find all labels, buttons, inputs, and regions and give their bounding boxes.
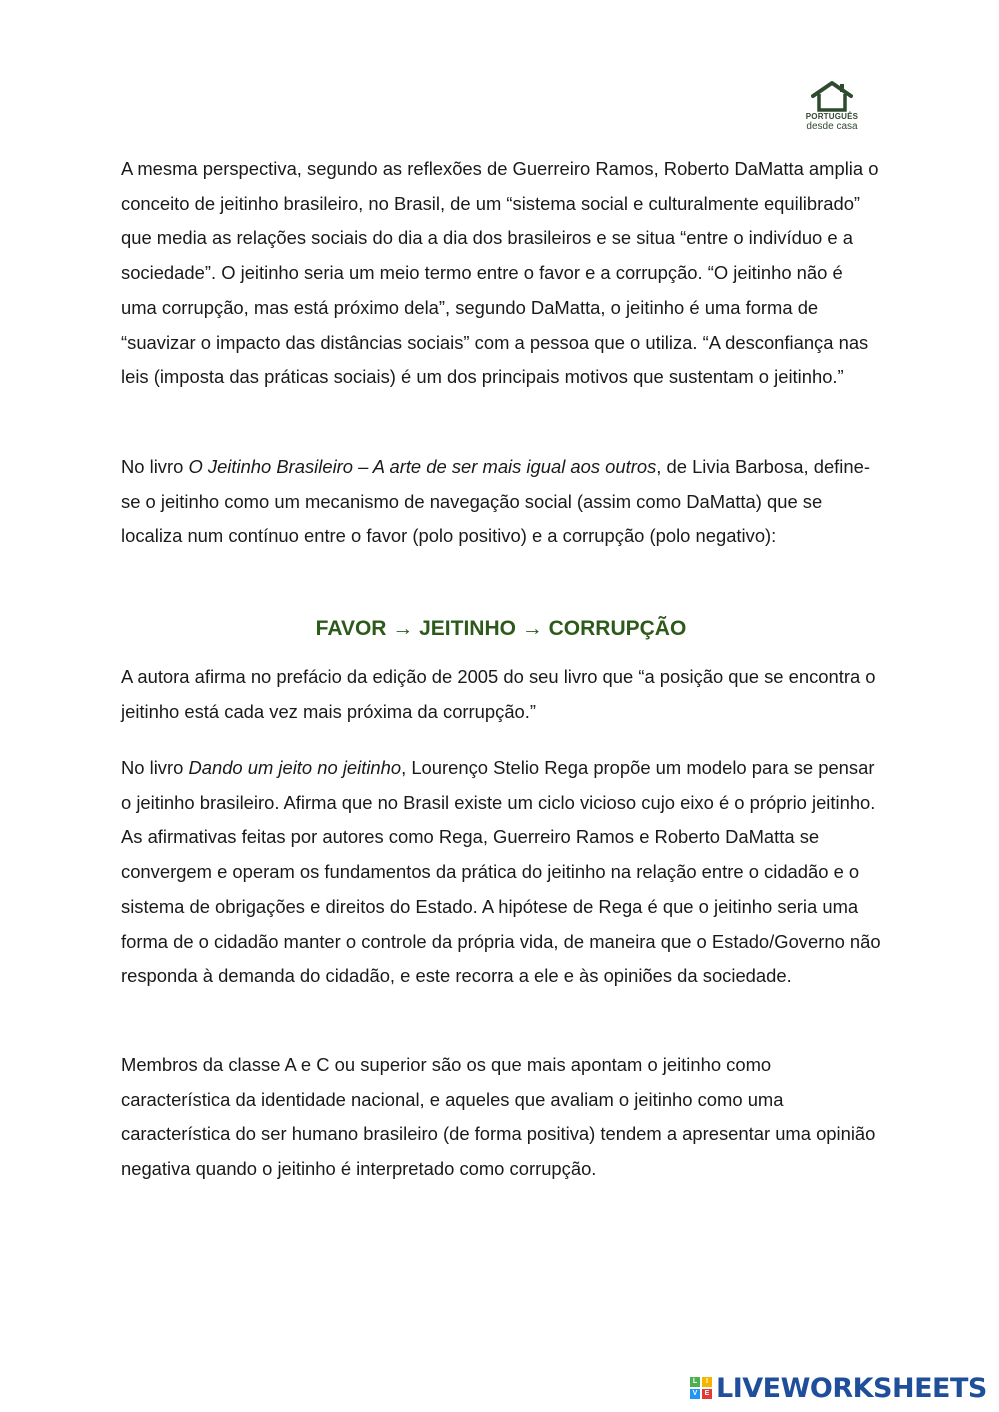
house-icon: [809, 80, 855, 112]
paragraph-3: A autora afirma no prefácio da edição de 2005 do seu livro que “a posição que se encontra o jeitinho está cada vez mais próxima da corrupção.”: [121, 666, 876, 722]
paragraph-1: A mesma perspectiva, segundo as reflexões de Guerreiro Ramos, Roberto DaMatta amplia o conceito de jeitinho brasileiro, no Brasil, de um “sistema social e culturalmente equilibrado” que media as relações sociais do dia a dia dos brasileiros e se situa “entre o indivíduo e a sociedade”. O jeitinho seria um meio termo entre o favor e a corrupção. “O jeitinho não é uma corrupção, mas está próximo dela”, segundo DaMatta, o jeitinho é uma forma de “suavizar o impacto das distâncias sociais” com a pessoa que o utiliza. “A desconfiança nas leis (imposta das práticas sociais) é um dos principais motivos que sustentam o jeitinho.”: [121, 158, 879, 388]
block-l: L: [690, 1377, 700, 1387]
paragraph-2-rest: , de Livia Barbosa, define-se o jeitinho como um mecanismo de navegação social (assim como DaMatta) que se localiza num contínuo entre o favor (polo positivo) e a corrupção (polo negativo):: [121, 456, 870, 547]
portugues-desde-casa-logo: [796, 80, 868, 132]
liveworksheets-wordmark: LIVEWORKSHEETS: [716, 1372, 987, 1404]
block-i: I: [702, 1377, 712, 1387]
logo-line-1: PORTUGUÊS: [805, 112, 859, 121]
block-e: E: [702, 1389, 712, 1399]
book-title-dando-um-jeito: Dando um jeito no jeitinho: [188, 757, 402, 778]
block-v: V: [690, 1389, 700, 1399]
paragraph-5: Membros da classe A e C ou superior são os que mais apontam o jeitinho como característica da identidade nacional, e aqueles que avaliam o jeitinho como uma característica do ser humano brasileiro (de forma positiva) tendem a apresentar uma opinião negativa quando o jeitinho é interpretado como corrupção.: [121, 1054, 876, 1180]
liveworksheets-blocks-icon: [690, 1377, 712, 1399]
favor-jeitinho-corrupcao-heading: FAVOR → JEITINHO → CORRUPÇÃO: [315, 617, 687, 640]
book-title-jeitinho-brasileiro: O Jeitinho Brasileiro – A arte de ser mais igual aos outros: [188, 456, 657, 477]
paragraph-4-lead: No livro: [121, 757, 189, 778]
paragraph-4: [121, 751, 881, 994]
logo-line-2: desde casa: [806, 121, 858, 132]
paragraph-4-rest: , Lourenço Stelio Rega propõe um modelo para se pensar o jeitinho brasileiro. Afirma que no Brasil existe um ciclo vicioso cujo eixo é o próprio jeitinho. As afirmativas feitas por autores como Rega, Guerreiro Ramos e Roberto DaMatta se convergem e operam os fundamentos da prática do jeitinho na relação entre o cidadão e o sistema de obrigações e direitos do Estado. A hipótese de Rega é que o jeitinho seria uma forma de o cidadão manter o controle da própria vida, de maneira que o Estado/Governo não responda à demanda do cidadão, e este recorra a ele e às opiniões da sociedade.: [121, 757, 881, 987]
liveworksheets-footer-logo: [690, 1372, 987, 1404]
paragraph-2-lead: No livro: [121, 456, 189, 477]
paragraph-2: [121, 450, 881, 554]
